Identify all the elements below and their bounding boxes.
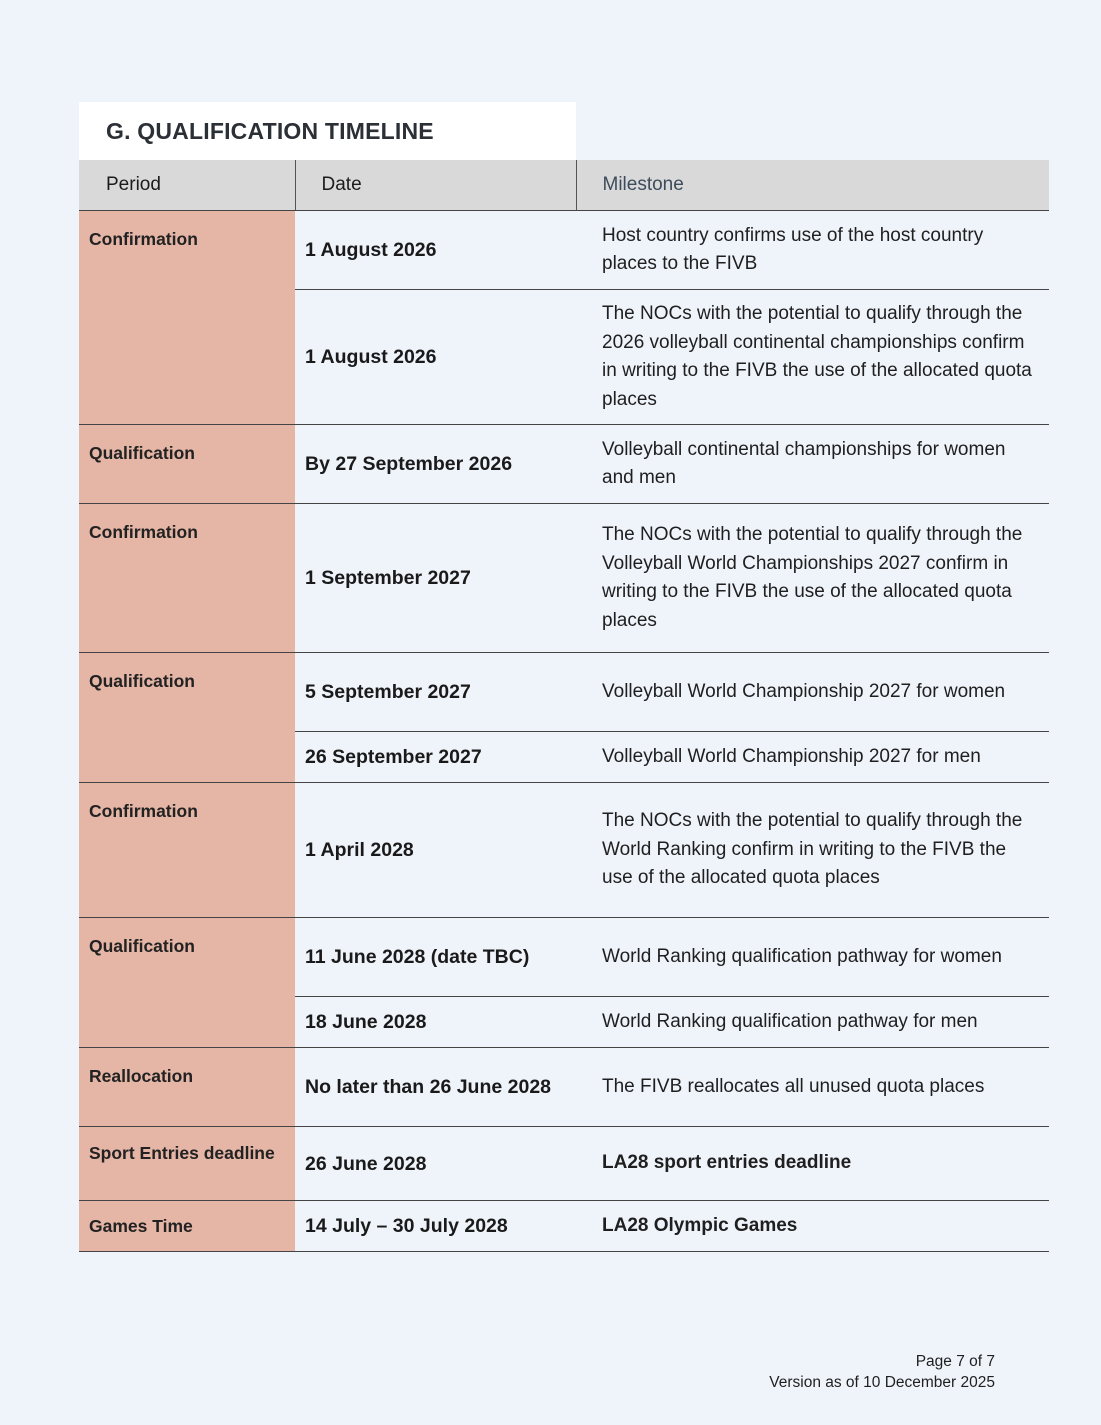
period-cell: Qualification (79, 425, 295, 504)
date-cell: 5 September 2027 (295, 653, 576, 732)
milestone-cell: Host country confirms use of the host country places to the FIVB (576, 211, 1049, 290)
table-row (79, 425, 1049, 504)
header-date: Date (295, 160, 576, 211)
milestone-cell: LA28 Olympic Games (576, 1201, 1049, 1252)
qualification-timeline-table (79, 160, 1049, 1252)
date-cell: 1 September 2027 (295, 504, 576, 653)
milestone-cell: The FIVB reallocates all unused quota places (576, 1048, 1049, 1127)
table-row (79, 783, 1049, 918)
date-cell: No later than 26 June 2028 (295, 1048, 576, 1127)
header-period: Period (79, 160, 295, 211)
version-date: Version as of 10 December 2025 (769, 1374, 995, 1391)
period-cell: Sport Entries deadline (79, 1127, 295, 1201)
milestone-cell: The NOCs with the potential to qualify through the World Ranking confirm in writing to the FIVB the use of the allocated quota places (576, 783, 1049, 918)
period-cell: Confirmation (79, 504, 295, 653)
period-cell: Confirmation (79, 211, 295, 425)
table-row (79, 653, 1049, 732)
date-cell: 11 June 2028 (date TBC) (295, 918, 576, 997)
table-row (79, 1201, 1049, 1252)
date-cell: 1 August 2026 (295, 290, 576, 425)
table-row (79, 1048, 1049, 1127)
milestone-cell: Volleyball World Championship 2027 for women (576, 653, 1049, 732)
date-cell: 1 April 2028 (295, 783, 576, 918)
header-milestone: Milestone (576, 160, 1049, 211)
date-cell: 1 August 2026 (295, 211, 576, 290)
table-row (79, 504, 1049, 653)
milestone-cell: The NOCs with the potential to qualify through the 2026 volleyball continental championships confirm in writing to the FIVB the use of the allocated quota places (576, 290, 1049, 425)
milestone-cell: World Ranking qualification pathway for women (576, 918, 1049, 997)
date-cell: 18 June 2028 (295, 997, 576, 1048)
period-cell: Confirmation (79, 783, 295, 918)
date-cell: 26 June 2028 (295, 1127, 576, 1201)
period-cell: Games Time (79, 1201, 295, 1252)
milestone-cell: Volleyball World Championship 2027 for men (576, 732, 1049, 783)
date-cell: 26 September 2027 (295, 732, 576, 783)
date-cell: 14 July – 30 July 2028 (295, 1201, 576, 1252)
table-row (79, 1127, 1049, 1201)
page-number: Page 7 of 7 (915, 1353, 995, 1370)
milestone-cell: World Ranking qualification pathway for men (576, 997, 1049, 1048)
table-row (79, 211, 1049, 290)
period-cell: Qualification (79, 653, 295, 783)
milestone-cell: The NOCs with the potential to qualify through the Volleyball World Championships 2027 confirm in writing to the FIVB the use of the allocated quota places (576, 504, 1049, 653)
table-row (79, 918, 1049, 997)
section-title: G. QUALIFICATION TIMELINE (79, 102, 576, 160)
page-footer (769, 1351, 995, 1393)
table-header-row (79, 160, 1049, 211)
period-cell: Reallocation (79, 1048, 295, 1127)
period-cell: Qualification (79, 918, 295, 1048)
milestone-cell: Volleyball continental championships for women and men (576, 425, 1049, 504)
milestone-cell: LA28 sport entries deadline (576, 1127, 1049, 1201)
date-cell: By 27 September 2026 (295, 425, 576, 504)
